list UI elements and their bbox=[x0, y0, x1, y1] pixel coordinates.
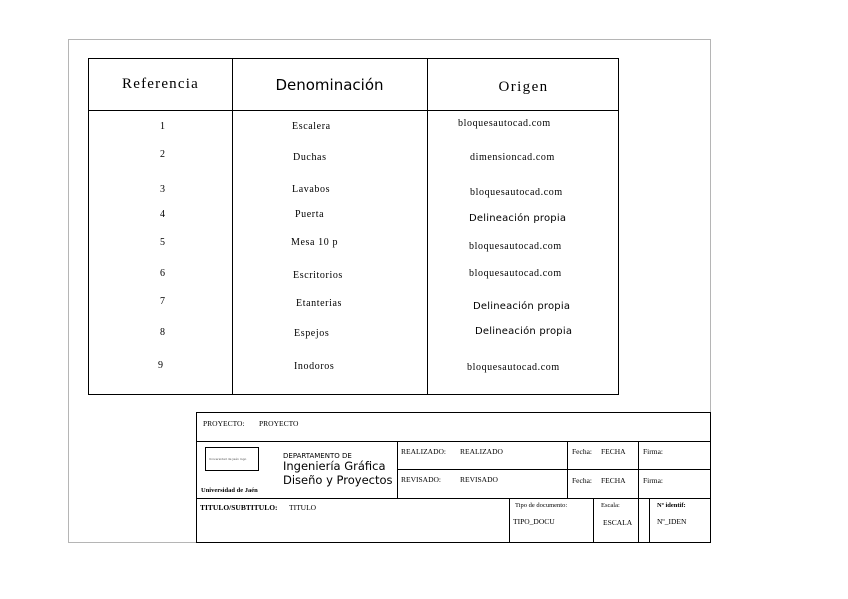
title-block-divider bbox=[197, 441, 710, 442]
row-name: Duchas bbox=[293, 152, 327, 163]
row-name: Etanterias bbox=[296, 298, 342, 309]
fecha-label-2: Fecha: bbox=[572, 476, 592, 485]
title-block bbox=[196, 412, 711, 543]
doc-type-value: TIPO_DOCU bbox=[513, 517, 555, 526]
escala-label: Escala: bbox=[601, 502, 620, 509]
revisado-label: REVISADO: bbox=[401, 475, 442, 484]
row-ref: 5 bbox=[160, 237, 165, 248]
header-origen: Origen bbox=[498, 79, 549, 95]
fecha-label: Fecha: bbox=[572, 447, 592, 456]
project-value: PROYECTO bbox=[259, 419, 299, 428]
titulo-label: TITULO/SUBTITULO: bbox=[200, 503, 278, 512]
row-ref: 7 bbox=[160, 296, 165, 307]
titulo-value: TITULO bbox=[289, 503, 317, 512]
title-block-divider bbox=[649, 498, 650, 542]
department-line1: Ingeniería Gráfica bbox=[283, 459, 386, 473]
row-ref: 9 bbox=[158, 360, 163, 371]
header-referencia: Referencia bbox=[122, 76, 199, 92]
department-label: DEPARTAMENTO DE bbox=[283, 452, 352, 460]
row-name: Lavabos bbox=[292, 184, 331, 195]
project-label: PROYECTO: bbox=[203, 419, 245, 428]
row-name: Escritorios bbox=[293, 270, 343, 281]
title-block-divider bbox=[197, 498, 710, 499]
row-origin: bloquesautocad.com bbox=[470, 187, 563, 198]
title-block-divider bbox=[567, 441, 568, 498]
row-name: Puerta bbox=[295, 209, 325, 220]
row-ref: 6 bbox=[160, 268, 165, 279]
ident-label: Nº identif: bbox=[657, 502, 686, 509]
row-origin: bloquesautocad.com bbox=[458, 118, 551, 129]
fecha-value-2: FECHA bbox=[601, 476, 626, 485]
row-origin: Delineación propia bbox=[475, 326, 573, 337]
header-divider bbox=[89, 110, 618, 111]
row-origin: bloquesautocad.com bbox=[467, 362, 560, 373]
fecha-value: FECHA bbox=[601, 447, 626, 456]
row-name: Escalera bbox=[292, 121, 331, 132]
realizado-label: REALIZADO: bbox=[401, 447, 446, 456]
ident-value: Nº_IDEN bbox=[657, 517, 687, 526]
row-ref: 4 bbox=[160, 209, 165, 220]
row-ref: 2 bbox=[160, 149, 165, 160]
row-ref: 8 bbox=[160, 327, 165, 338]
row-origin: Delineación propia bbox=[473, 301, 571, 312]
university-logo: Universidad de Jaén logo bbox=[205, 447, 259, 471]
title-block-divider bbox=[397, 441, 398, 498]
row-origin: dimensioncad.com bbox=[470, 152, 555, 163]
row-origin: bloquesautocad.com bbox=[469, 241, 562, 252]
header-denominacion: Denominación bbox=[275, 75, 384, 94]
title-block-divider bbox=[638, 441, 639, 542]
row-name: Espejos bbox=[294, 328, 330, 339]
references-table bbox=[88, 58, 619, 395]
title-block-divider bbox=[593, 498, 594, 542]
row-ref: 1 bbox=[160, 121, 165, 132]
row-name: Mesa 10 p bbox=[291, 237, 339, 248]
row-origin: bloquesautocad.com bbox=[469, 268, 562, 279]
title-block-divider bbox=[397, 469, 710, 470]
firma-label: Firma: bbox=[643, 447, 663, 456]
escala-value: ESCALA bbox=[603, 518, 633, 527]
row-name: Inodoros bbox=[294, 361, 335, 372]
title-block-divider bbox=[509, 498, 510, 542]
doc-type-label: Tipo de documento: bbox=[515, 502, 568, 509]
row-origin: Delineación propia bbox=[469, 213, 567, 224]
firma-label-2: Firma: bbox=[643, 476, 663, 485]
university-name: Universidad de Jaén bbox=[201, 487, 258, 494]
department-line2: Diseño y Proyectos bbox=[283, 473, 393, 487]
row-ref: 3 bbox=[160, 184, 165, 195]
realizado-value: REALIZADO bbox=[460, 447, 503, 456]
revisado-value: REVISADO bbox=[460, 475, 498, 484]
